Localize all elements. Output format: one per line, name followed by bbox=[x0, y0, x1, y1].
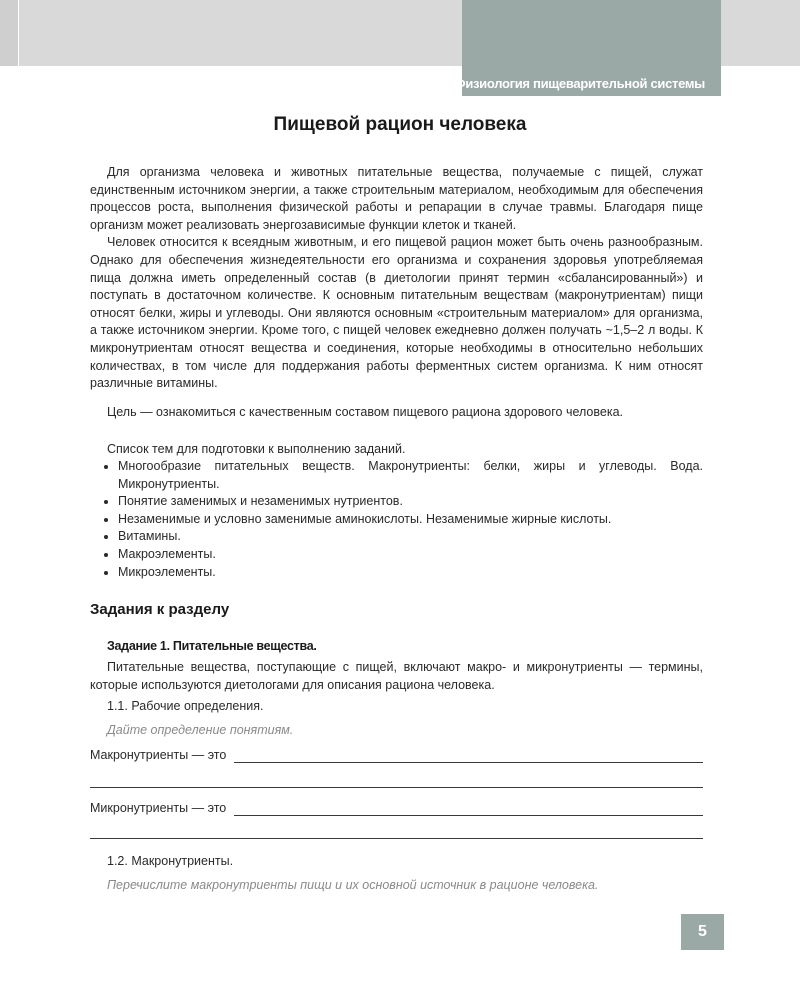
micronutrients-answer-line[interactable] bbox=[234, 815, 703, 816]
header-left-margin-strip bbox=[0, 0, 19, 66]
task-1-text bbox=[90, 659, 703, 694]
list-item: • Незаменимые и условно заменимые аминокислоты. Незаменимые жирные кислоты. bbox=[118, 511, 703, 529]
list-item: • Многообразие питательных веществ. Макронутриенты: белки, жиры и углеводы. Вода. Микронутриенты. bbox=[118, 458, 703, 493]
micronutrients-answer-line-2[interactable] bbox=[90, 838, 703, 839]
list-item: • Понятие заменимых и незаменимых нутриентов. bbox=[118, 493, 703, 511]
macronutrients-answer-line[interactable] bbox=[234, 762, 703, 763]
task-1-heading: Задание 1. Питательные вещества. bbox=[107, 639, 317, 653]
goal-paragraph: Цель — ознакомиться с качественным составом пищевого рациона здорового человека. bbox=[107, 405, 623, 419]
goal-text bbox=[90, 404, 703, 422]
task-1-paragraph: Питательные вещества, поступающие с пищей, включают макро- и микронутриенты — термины, которые используются диетологами для описания рациона человека. bbox=[90, 660, 703, 692]
page-title: Пищевой рацион человека bbox=[273, 114, 527, 135]
tasks-section-heading: Задания к разделу bbox=[90, 601, 230, 618]
subtask-1-1-heading: 1.1. Рабочие определения. bbox=[107, 699, 264, 713]
topics-intro-paragraph: Список тем для подготовки к выполнению заданий. bbox=[107, 442, 406, 456]
subtask-1-2-instruction: Перечислите макронутриенты пищи и их основной источник в рационе человека. bbox=[107, 878, 599, 892]
section-title: Физиология пищеварительной системы bbox=[454, 76, 705, 91]
list-item: • Макроэлементы. bbox=[118, 546, 703, 564]
list-item: • Микроэлементы. bbox=[118, 564, 703, 582]
intro-text bbox=[90, 164, 703, 393]
topics-intro bbox=[90, 441, 703, 459]
macronutrients-answer-line-2[interactable] bbox=[90, 787, 703, 788]
section-header-tab bbox=[454, 0, 721, 96]
intro-paragraph: Человек относится к всеядным животным, и его пищевой рацион может быть очень разнообразным. Однако для обеспечения жизнедеятельности его организма и сохранения здоровья употребляемая пища должна иметь определенный состав (в диетологии принят термин «сбалансированный») и поступать в достаточном количестве. К основным питательным веществам (макронутриентам) пищи относят белки, жиры и углеводы. Они являются основным «строительным материалом» для организма, а также источником энергии. Кроме того, с пищей человек ежедневно должен получать ~1,5–2 л воды. К микронутриентам относят вещества и соединения, которые необходимы в относительно небольших количествах, в том числе для поддержания работы ферментных систем организма. К ним относят различные витамины. bbox=[90, 235, 703, 391]
subtask-1-2-heading: 1.2. Макронутриенты. bbox=[107, 854, 234, 868]
macronutrients-label: Макронутриенты — это bbox=[90, 748, 227, 762]
micronutrients-label: Микронутриенты — это bbox=[90, 801, 227, 815]
intro-paragraph: Для организма человека и животных питательные вещества, получаемые с пищей, служат единственным источником энергии, а также строительным материалом, необходимым для обеспечения процессов роста, выполнения физической работы и репарации в случае травмы. Благодаря пище организм может реализовать энергозависимые функции клеток и тканей. bbox=[90, 165, 703, 232]
page-number: 5 bbox=[681, 914, 724, 950]
topics-list bbox=[90, 458, 703, 581]
list-item: • Витамины. bbox=[118, 528, 703, 546]
subtask-1-1-instruction: Дайте определение понятиям. bbox=[107, 723, 294, 737]
